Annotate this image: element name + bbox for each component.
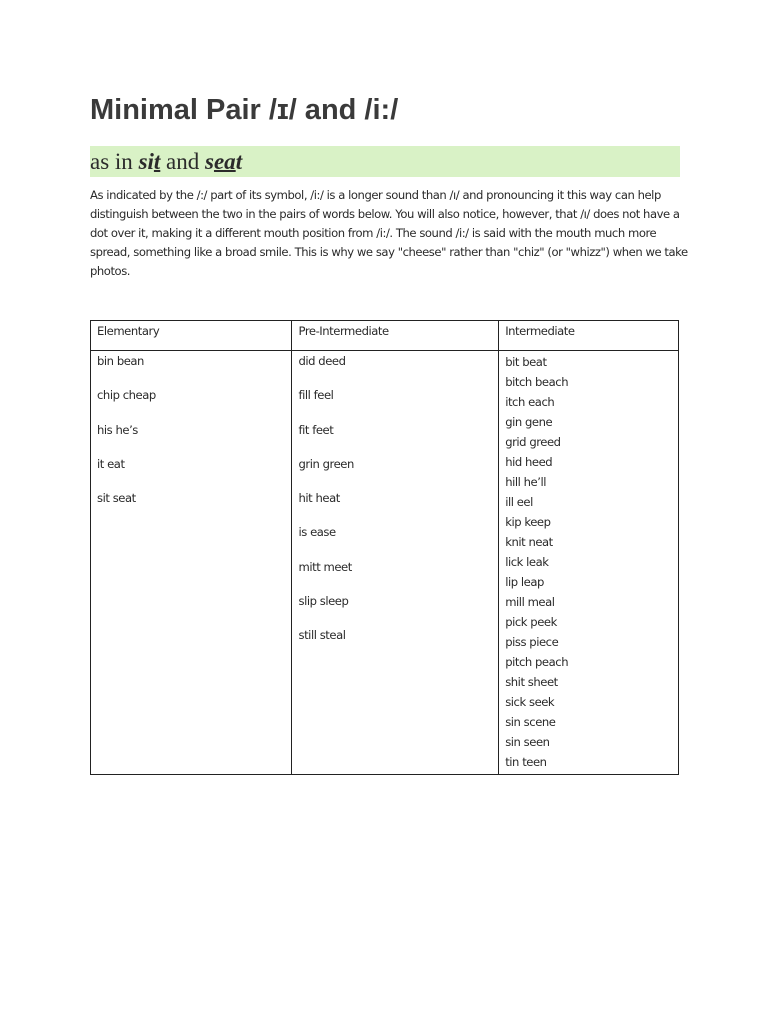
- list-item: bin bean: [97, 354, 144, 368]
- list-item: his he’s: [97, 422, 138, 437]
- list-item: it eat: [97, 456, 125, 471]
- list-item: fill feel: [298, 388, 334, 403]
- subtitle-middle: and: [160, 149, 206, 174]
- list-item: tin teen: [505, 755, 547, 769]
- example-word-seat-part: s: [205, 149, 214, 174]
- example-word-seat-end: t: [235, 149, 243, 174]
- list-item: gin gene: [505, 415, 553, 429]
- example-word-seat-vowel: ea: [213, 149, 236, 174]
- list-item: itch each: [505, 395, 555, 409]
- subtitle-prefix: as in: [90, 149, 139, 174]
- list-item: ill eel: [505, 495, 533, 509]
- list-item: mill meal: [505, 595, 555, 609]
- list-item: hit heat: [298, 491, 340, 506]
- list-item: sit seat: [97, 491, 136, 506]
- list-item: lick leak: [505, 555, 549, 569]
- list-item: mitt meet: [298, 559, 352, 574]
- list-item: knit neat: [505, 535, 553, 549]
- list-item: bit beat: [505, 355, 547, 369]
- header-pre-intermediate: Pre-Intermediate: [292, 321, 499, 351]
- list-item: hill he’ll: [505, 475, 546, 489]
- header-elementary: Elementary: [91, 321, 292, 351]
- list-item: pitch peach: [505, 655, 569, 669]
- pre-intermediate-column: [292, 351, 499, 775]
- list-item: piss piece: [505, 635, 559, 649]
- list-item: kip keep: [505, 515, 551, 529]
- example-word-sit-part: si: [138, 149, 154, 174]
- list-item: sin scene: [505, 715, 556, 729]
- list-item: did deed: [298, 354, 346, 368]
- header-intermediate: Intermediate: [499, 321, 679, 351]
- list-item: slip sleep: [298, 594, 349, 609]
- intermediate-column: [499, 351, 679, 775]
- list-item: grid greed: [505, 435, 561, 449]
- list-item: still steal: [298, 628, 346, 643]
- list-item: bitch beach: [505, 375, 569, 389]
- minimal-pairs-table: [90, 320, 679, 775]
- list-item: pick peek: [505, 615, 557, 629]
- page-title: Minimal Pair /ɪ/ and /i:/: [90, 94, 399, 126]
- table-row: [91, 351, 679, 775]
- subtitle: [90, 148, 242, 175]
- list-item: chip cheap: [97, 388, 156, 403]
- list-item: shit sheet: [505, 675, 558, 689]
- list-item: fit feet: [298, 422, 334, 437]
- list-item: is ease: [298, 525, 336, 540]
- intro-paragraph: As indicated by the /:/ part of its symbol, /i:/ is a longer sound than /ı/ and pronouncing it this way can help distinguish between the two in the pairs of words below. You will also notice, however, that /ı/ does not have a dot over it, making it a different mouth position from /i:/. The sound /i:/ is said with the mouth much more spread, something like a broad smile. This is why we say "cheese" rather than "chiz" (or "whizz") when we take photos.: [90, 188, 688, 278]
- example-word-seat: [205, 149, 242, 174]
- list-item: sin seen: [505, 735, 550, 749]
- elementary-column: [91, 351, 292, 775]
- list-item: lip leap: [505, 575, 544, 589]
- table-header-row: [91, 321, 679, 351]
- list-item: grin green: [298, 456, 354, 471]
- list-item: sick seek: [505, 695, 555, 709]
- subtitle-banner: [90, 146, 680, 177]
- example-word-sit: [139, 149, 161, 174]
- example-word-sit-vowel: t: [153, 149, 161, 174]
- list-item: hid heed: [505, 455, 553, 469]
